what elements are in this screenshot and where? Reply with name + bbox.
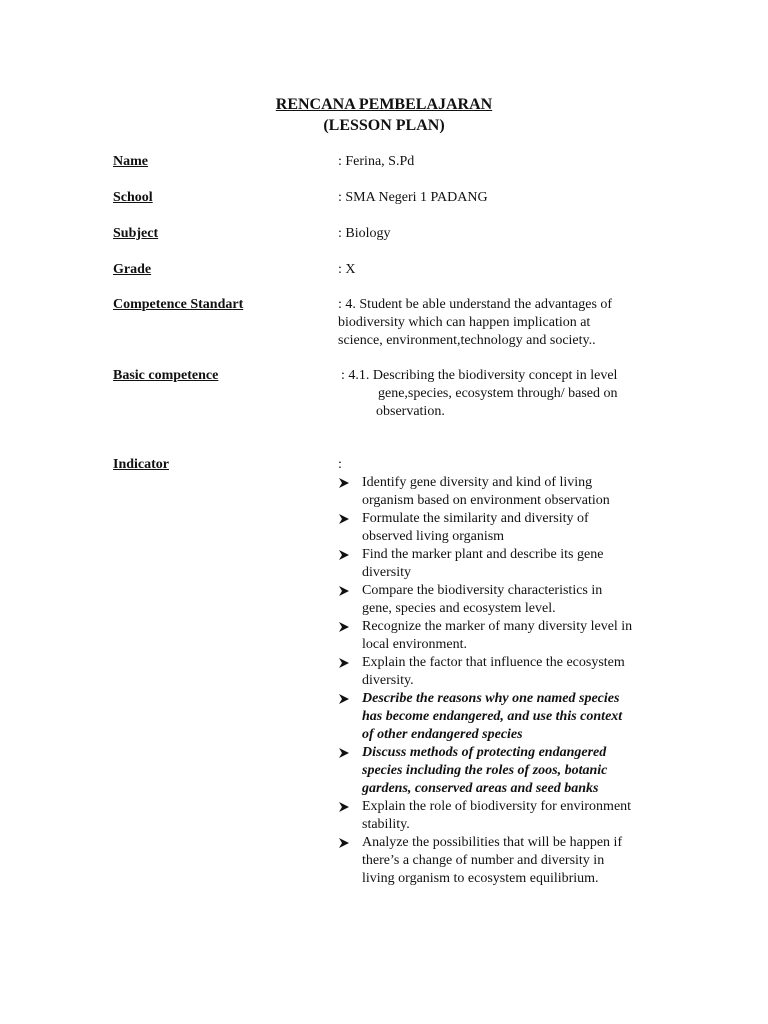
basic-competence-line: observation. [376,404,445,419]
indicator-item-line: has become endangered, and use this context [362,709,623,724]
indicator-item-line: of other endangered species [362,727,523,742]
grade-label: Grade [113,262,152,277]
school-label: School [113,190,153,205]
indicator-item-line: diversity. [362,673,414,688]
grade-value: : X [338,262,356,277]
indicator-item [338,744,668,798]
indicator-item-line: Analyze the possibilities that will be happen if [362,835,623,850]
basic-competence-line: gene,species, ecosystem through/ based on [378,386,618,401]
indicator-item [338,582,668,618]
arrow-bullet-icon [338,657,350,669]
subject-label: Subject [113,226,159,241]
indicator-item-line: Compare the biodiversity characteristics in [362,583,603,598]
indicator-item [338,618,668,654]
indicator-item-line: observed living organism [362,529,505,544]
arrow-bullet-icon [338,801,350,813]
subject-value: : Biology [338,226,391,241]
indicator-item [338,798,668,834]
arrow-bullet-icon [338,837,350,849]
arrow-bullet-icon [338,585,350,597]
competence-line: : 4. Student be able understand the advantages of [338,297,613,312]
indicator-item-line: Discuss methods of protecting endangered [362,745,607,760]
indicator-item-line: species including the roles of zoos, botanic [362,763,608,778]
indicator-item-line: organism based on environment observation [362,493,610,508]
indicator-item [338,834,668,888]
indicator-item-line: gene, species and ecosystem level. [362,601,556,616]
arrow-bullet-icon [338,513,350,525]
indicator-item [338,510,668,546]
basic-competence-value [341,367,671,421]
indicator-item [338,690,668,744]
indicator-item [338,546,668,582]
competence-label: Competence Standart [113,297,244,312]
indicator-item [338,654,668,690]
competence-line: biodiversity which can happen implication at [338,315,591,330]
name-label: Name [113,154,148,169]
indicator-item-line: Explain the role of biodiversity for environment [362,799,632,814]
arrow-bullet-icon [338,477,350,489]
indicator-item-line: Describe the reasons why one named species [362,691,620,706]
document-subtitle: (LESSON PLAN) [323,117,445,134]
indicator-label: Indicator [113,457,169,472]
indicator-item-line: Recognize the marker of many diversity level in [362,619,633,634]
arrow-bullet-icon [338,549,350,561]
basic-competence-line: : 4.1. Describing the biodiversity concept in level [341,368,618,383]
competence-value [338,296,668,350]
indicator-item-line: diversity [362,565,411,580]
name-value: : Ferina, S.Pd [338,154,415,169]
indicator-item-line: local environment. [362,637,467,652]
arrow-bullet-icon [338,621,350,633]
indicator-item-line: Find the marker plant and describe its gene [362,547,604,562]
indicator-item-line: gardens, conserved areas and seed banks [362,781,599,796]
indicator-item-line: Identify gene diversity and kind of living [362,475,593,490]
indicator-list [338,474,668,888]
arrow-bullet-icon [338,693,350,705]
indicator-item-line: Formulate the similarity and diversity of [362,511,589,526]
indicator-item [338,474,668,510]
indicator-item-line: stability. [362,817,410,832]
indicator-item-line: Explain the factor that influence the ecosystem [362,655,625,670]
competence-line: science, environment,technology and society.. [338,333,596,348]
document-title: RENCANA PEMBELAJARAN [275,96,493,113]
indicator-item-line: living organism to ecosystem equilibrium. [362,871,599,886]
indicator-colon: : [338,457,342,472]
indicator-item-line: there’s a change of number and diversity in [362,853,605,868]
arrow-bullet-icon [338,747,350,759]
basic-competence-label: Basic competence [113,368,219,383]
school-value: : SMA Negeri 1 PADANG [338,190,488,205]
